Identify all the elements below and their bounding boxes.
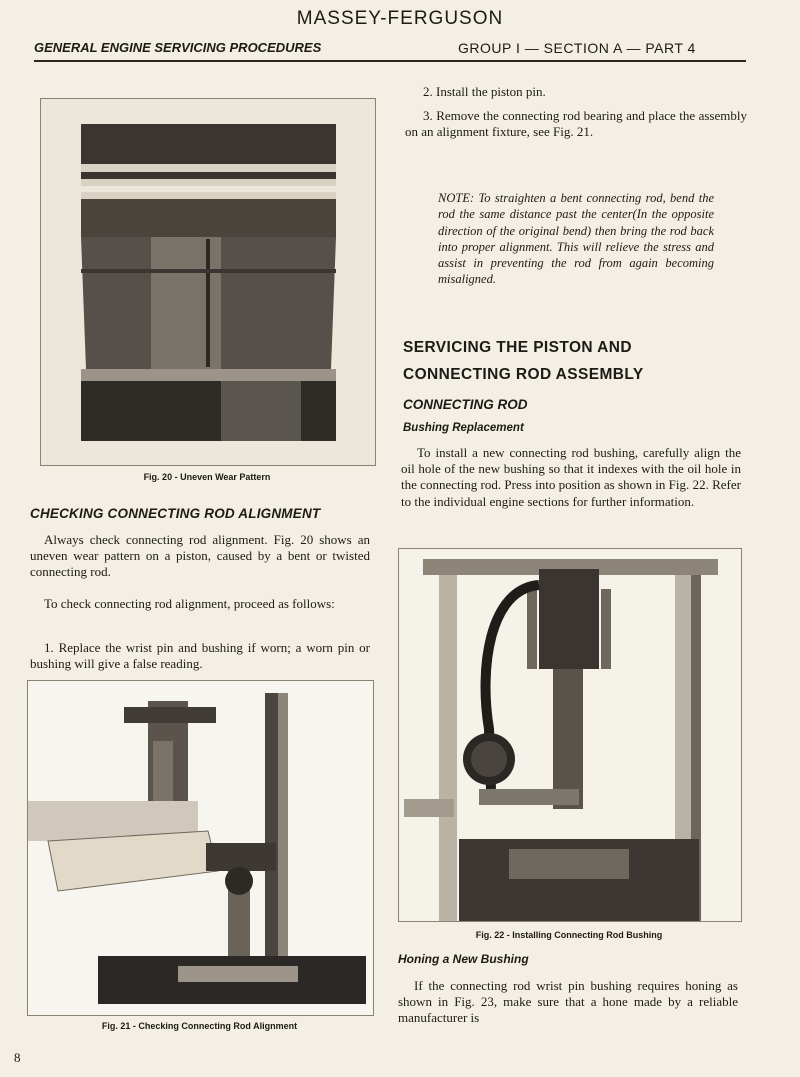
alignment-paragraph-1: Always check connecting rod alignment. Fig. 20 shows an uneven wear pattern on a piston, caused by a bent or twisted connecting rod.	[30, 532, 370, 580]
group-section-label: GROUP I — SECTION A — PART 4	[458, 40, 696, 56]
checking-alignment-heading: CHECKING CONNECTING ROD ALIGNMENT	[30, 506, 321, 521]
step-2: 2. Install the piston pin.	[423, 84, 546, 99]
header-rule	[34, 60, 746, 62]
honing-heading: Honing a New Bushing	[398, 952, 529, 966]
figure-20-photo	[40, 98, 376, 466]
figure-22-photo	[398, 548, 742, 922]
connecting-rod-subheading: CONNECTING ROD	[403, 397, 528, 412]
figure-22-caption: Fig. 22 - Installing Connecting Rod Bushing	[475, 930, 663, 940]
bushing-replacement-subheading: Bushing Replacement	[403, 422, 524, 434]
page-number: 8	[14, 1050, 21, 1065]
step-3: 3. Remove the connecting rod bearing and place the assembly on an alignment fixture, see Fig. 21.	[405, 108, 747, 140]
bushing-paragraph: To install a new connecting rod bushing, carefully align the oil hole of the new bushing so that it indexes with the oil hole in the connecting rod. Press into position as shown in Fig. 22. Refer to the individual engine sections for further information.	[401, 445, 741, 509]
figure-21-caption: Fig. 21 - Checking Connecting Rod Alignment	[101, 1021, 298, 1031]
section-heading-line-1: SERVICING THE PISTON AND	[403, 339, 632, 356]
section-title: GENERAL ENGINE SERVICING PROCEDURES	[34, 40, 322, 55]
figure-20-caption: Fig. 20 - Uneven Wear Pattern	[143, 472, 271, 482]
alignment-step-1: 1. Replace the wrist pin and bushing if worn; a worn pin or bushing will give a false reading.	[30, 640, 370, 672]
section-heading-line-2: CONNECTING ROD ASSEMBLY	[403, 366, 644, 383]
brand-title: MASSEY-FERGUSON	[296, 8, 504, 29]
honing-paragraph: If the connecting rod wrist pin bushing requires honing as shown in Fig. 23, make sure that a hone made by a reliable manufacturer is	[398, 978, 738, 1026]
straightening-note: NOTE: To straighten a bent connecting rod, bend the rod the same distance past the center(In the opposite direction of the original bend) then bring the rod back into proper alignment. This will relieve the stress and assist in preventing the rod from again becoming misaligned.	[438, 191, 714, 287]
alignment-paragraph-2: To check connecting rod alignment, proceed as follows:	[44, 596, 335, 611]
figure-21-photo	[27, 680, 374, 1016]
